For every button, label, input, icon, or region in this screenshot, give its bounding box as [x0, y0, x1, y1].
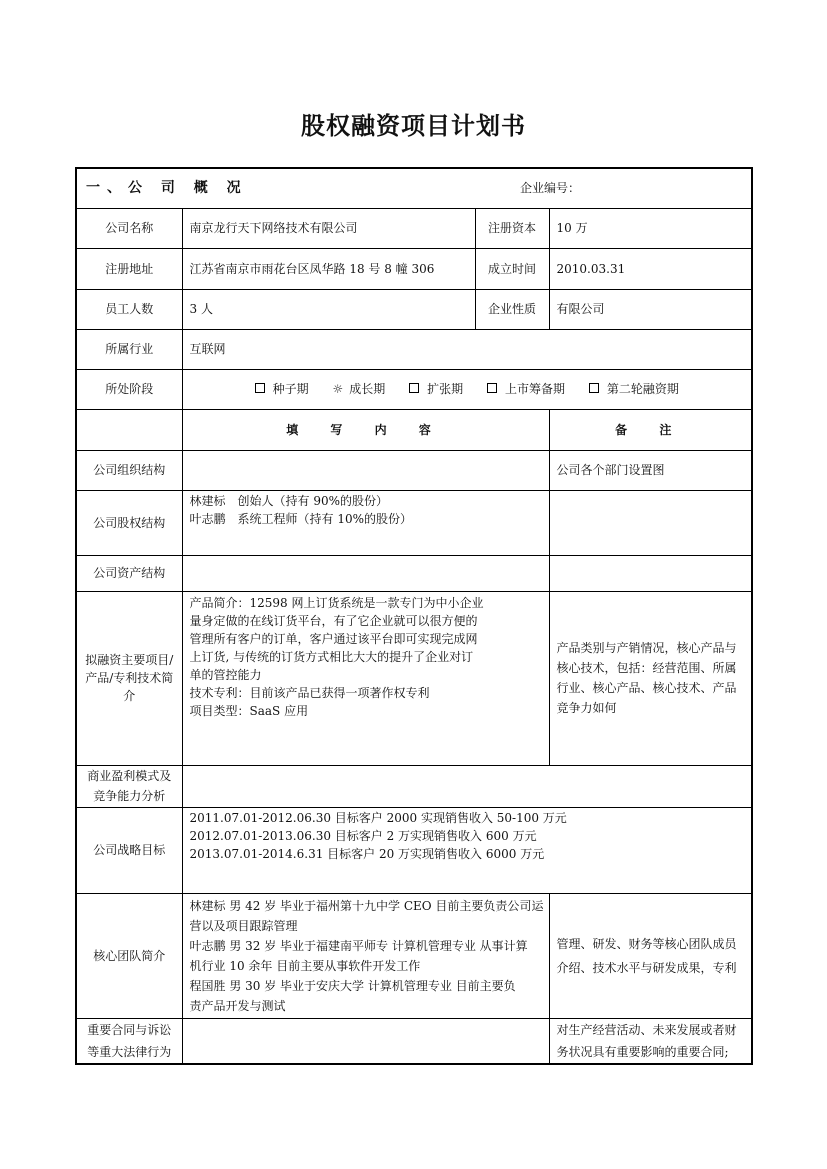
strategy-line: 2011.07.01-2012.06.30 目标客户 2000 实现销售收入 50-100 万元: [189, 810, 567, 825]
section-heading: 一、公 司 概 况: [86, 180, 248, 197]
stage-label: 所处阶段: [76, 369, 182, 409]
core-team-content: [182, 893, 549, 1018]
stage-option-label: 扩张期: [427, 382, 464, 396]
project-line: 项目类型：SaaS 应用: [189, 703, 309, 718]
reg-capital-label: 注册资本: [475, 208, 549, 248]
org-structure-row: [76, 450, 752, 490]
project-intro-content: [182, 591, 549, 765]
project-line: 管理所有客户的订单，客户通过该平台即可实现完成网: [189, 631, 478, 646]
profit-model-row: [76, 765, 752, 807]
project-intro-remark: 产品类别与产销情况，核心产品与核心技术，包括：经营范围、所属行业、核心产品、核心技术、产品竞争力如何: [549, 591, 752, 765]
asset-structure-label: 公司资产结构: [76, 555, 182, 591]
nature-label: 企业性质: [475, 289, 549, 329]
column-header-row: [76, 409, 752, 450]
equity-structure-content: [182, 490, 549, 555]
stage-option-label: 种子期: [272, 382, 309, 396]
stage-option-label: 成长期: [349, 382, 386, 396]
project-line: 上订货, 与传统的订货方式相比大大的提升了企业对订: [189, 649, 474, 664]
stage-option-second-round[interactable]: [589, 380, 679, 398]
stage-row: [76, 369, 752, 409]
equity-line: 叶志鹏 系统工程师（持有 10%的股份）: [189, 511, 412, 526]
sun-checked-icon[interactable]: ☼: [332, 382, 344, 396]
legal-label: 重要合同与诉讼等重大法律行为: [76, 1018, 182, 1064]
checkbox-empty-icon[interactable]: [487, 383, 497, 393]
asset-structure-remark: [549, 555, 752, 591]
header-blank-cell: [76, 409, 182, 450]
stage-options: [182, 369, 752, 409]
profit-model-label: 商业盈利模式及竞争能力分析: [76, 765, 182, 807]
equity-structure-remark: [549, 490, 752, 555]
stage-option-ipo-prep[interactable]: [487, 380, 565, 398]
stage-option-label: 上市筹备期: [504, 382, 565, 396]
legal-content: [182, 1018, 549, 1064]
core-team-row: [76, 893, 752, 1018]
stage-option-expansion[interactable]: [409, 380, 463, 398]
industry-label: 所属行业: [76, 329, 182, 369]
asset-structure-content: [182, 555, 549, 591]
team-line: 机行业 10 余年 目前主要从事软件开发工作: [189, 958, 421, 973]
project-line: 技术专利：目前该产品已获得一项著作权专利: [189, 685, 430, 700]
team-line: 叶志鹏 男 32 岁 毕业于福建南平师专 计算机管理专业 从事计算: [189, 938, 528, 953]
reg-capital-value: 10 万: [549, 208, 752, 248]
section-header-row: [76, 168, 752, 208]
stage-option-growth[interactable]: [333, 380, 386, 398]
project-line: 产品简介：12598 网上订货系统是一款专门为中小企业: [189, 595, 484, 610]
employees-label: 员工人数: [76, 289, 182, 329]
team-line: 林建标 男 42 岁 毕业于福州第十九中学 CEO 目前主要负责公司运: [189, 898, 544, 913]
employees-value: 3 人: [182, 289, 475, 329]
equity-structure-label: 公司股权结构: [76, 490, 182, 555]
project-line: 量身定做的在线订货平台，有了它企业就可以很方便的: [189, 613, 478, 628]
nature-value: 有限公司: [549, 289, 752, 329]
remarks-header: 备 注: [549, 409, 752, 450]
strategy-content: [182, 807, 752, 893]
core-team-remark: 管理、研发、财务等核心团队成员介绍、技术水平与研发成果，专利: [549, 893, 752, 1018]
stage-option-label: 第二轮融资期: [606, 382, 679, 396]
equity-structure-row: [76, 490, 752, 555]
reg-address-label: 注册地址: [76, 248, 182, 289]
legal-remark: 对生产经营活动、未来发展或者财务状况具有重要影响的重要合同;: [549, 1018, 752, 1064]
industry-value: 互联网: [182, 329, 752, 369]
team-line: 程国胜 男 30 岁 毕业于安庆大学 计算机管理专业 目前主要负: [189, 978, 516, 993]
strategy-row: [76, 807, 752, 893]
team-line: 营以及项目跟踪管理: [189, 918, 298, 933]
employees-row: [76, 289, 752, 329]
core-team-label: 核心团队简介: [76, 893, 182, 1018]
equity-line: 林建标 创始人（持有 90%的股份）: [189, 493, 388, 508]
industry-row: [76, 329, 752, 369]
org-structure-label: 公司组织结构: [76, 450, 182, 490]
reg-address-value: 江苏省南京市雨花台区凤华路 18 号 8 幢 306: [182, 248, 475, 289]
asset-structure-row: [76, 555, 752, 591]
org-structure-content: [182, 450, 549, 490]
company-name-label: 公司名称: [76, 208, 182, 248]
checkbox-empty-icon[interactable]: [255, 383, 265, 393]
legal-row: [76, 1018, 752, 1064]
project-intro-label: 拟融资主要项目/产品/专利技术简介: [76, 591, 182, 765]
team-line: 责产品开发与测试: [189, 998, 286, 1013]
company-overview-table: [75, 167, 753, 1065]
strategy-line: 2013.07.01-2014.6.31 目标客户 20 万实现销售收入 6000 万元: [189, 846, 545, 861]
founded-label: 成立时间: [475, 248, 549, 289]
checkbox-empty-icon[interactable]: [409, 383, 419, 393]
document-title: 股权融资项目计划书: [301, 112, 526, 140]
strategy-line: 2012.07.01-2013.06.30 目标客户 2 万实现销售收入 600 万元: [189, 828, 537, 843]
stage-option-seed[interactable]: [255, 380, 309, 398]
company-name-row: [76, 208, 752, 248]
strategy-label: 公司战略目标: [76, 807, 182, 893]
project-line: 单的管控能力: [189, 667, 262, 682]
founded-value: 2010.03.31: [549, 248, 752, 289]
project-intro-row: [76, 591, 752, 765]
profit-model-content: [182, 765, 752, 807]
checkbox-empty-icon[interactable]: [589, 383, 599, 393]
reg-address-row: [76, 248, 752, 289]
content-header: 填 写 内 容: [182, 409, 549, 450]
company-name-value: 南京龙行天下网络技术有限公司: [182, 208, 475, 248]
enterprise-number-label: 企业编号：: [520, 181, 581, 196]
org-structure-remark: 公司各个部门设置图: [549, 450, 752, 490]
